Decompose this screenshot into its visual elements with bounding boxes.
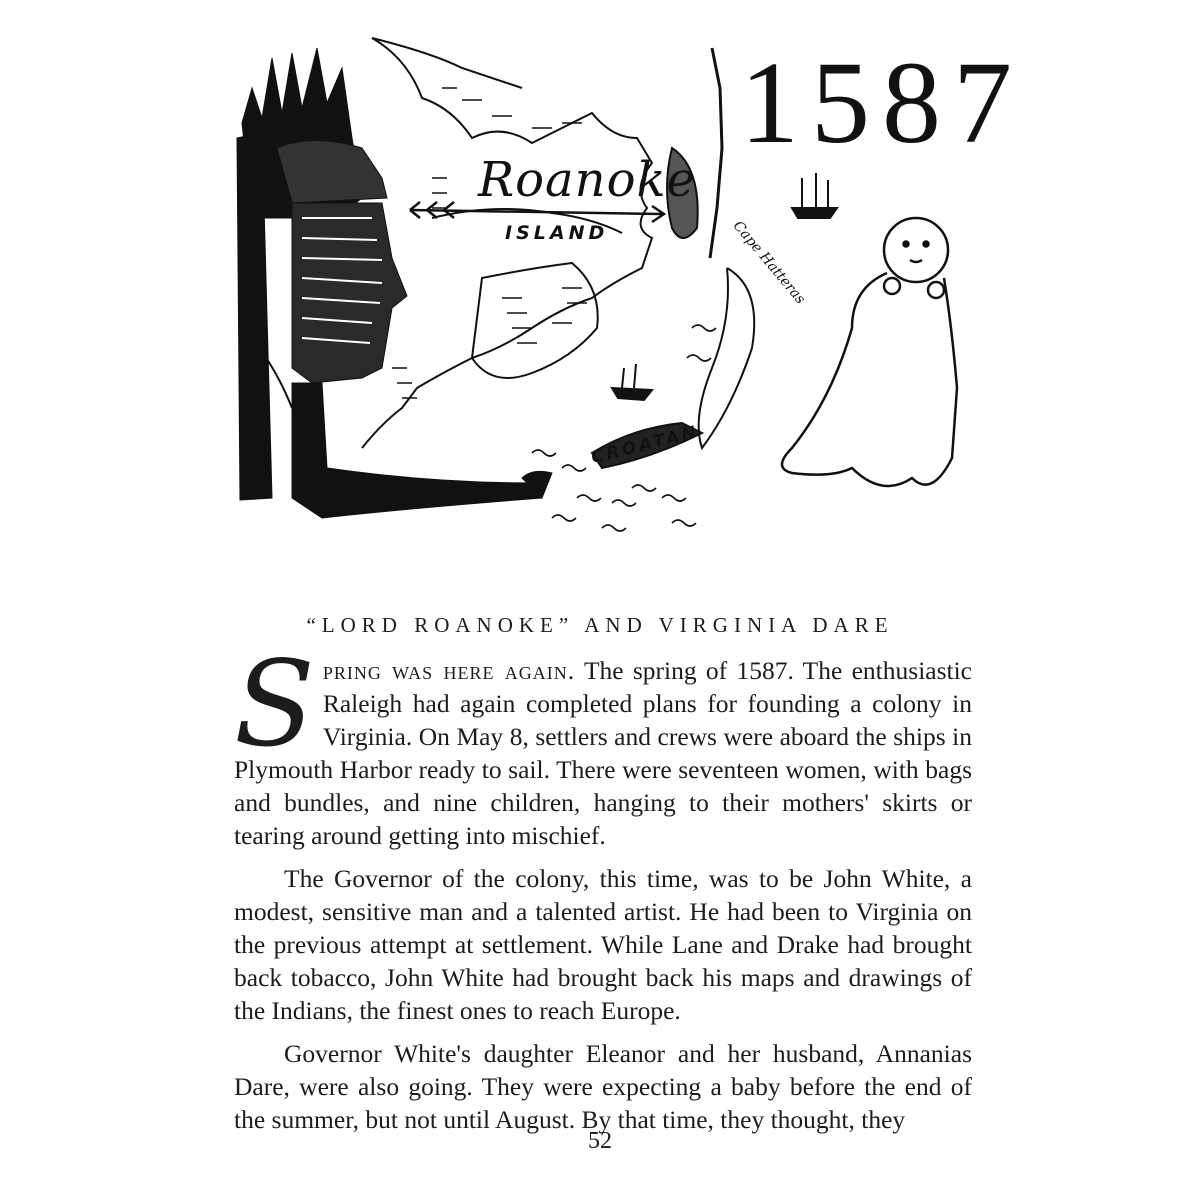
baby-drawing bbox=[782, 218, 957, 486]
paragraph-1-text: The spring of 1587. The enthusiastic Raleigh had again completed plans for founding a colony in Virginia. On May 8, settlers and crews were aboard the ships in Plymouth Harbor ready to sail. There were seventeen women, with bags and bundles, and nine children, hanging to their mothers' skirts or tearing around getting into mischief. bbox=[234, 656, 973, 850]
paragraph-1 bbox=[234, 635, 973, 852]
paragraph-1-lead: pring was here again. bbox=[322, 656, 576, 685]
drop-cap: S bbox=[234, 635, 315, 773]
map-label-island: ISLAND bbox=[505, 222, 609, 244]
totem-face-drawing bbox=[237, 48, 552, 518]
map-label-cape-hatteras: Cape Hatteras bbox=[729, 218, 809, 308]
paragraph-3: Governor White's daughter Eleanor and her husband, Annanias Dare, were also going. They were expecting a baby before the end of the summer, but not until August. By that time, they thought, they bbox=[234, 1039, 972, 1134]
map-label-roanoke: Roanoke bbox=[478, 152, 696, 208]
map-label-croatan: CROATAN bbox=[589, 421, 702, 469]
year-heading: 1587 bbox=[740, 37, 1024, 168]
chapter-title: “LORD ROANOKE” AND VIRGINIA DARE bbox=[306, 613, 894, 637]
page-number: 52 bbox=[588, 1128, 612, 1154]
body-text bbox=[234, 635, 973, 1136]
paragraph-2: The Governor of the colony, this time, was to be John White, a modest, sensitive man and a talented artist. He had been to Virginia on the previous attempt at settlement. While Lane and Drake had brought back tobacco, John White had brought back his maps and drawings of the Indians, the finest ones to reach Europe. bbox=[234, 864, 972, 1025]
